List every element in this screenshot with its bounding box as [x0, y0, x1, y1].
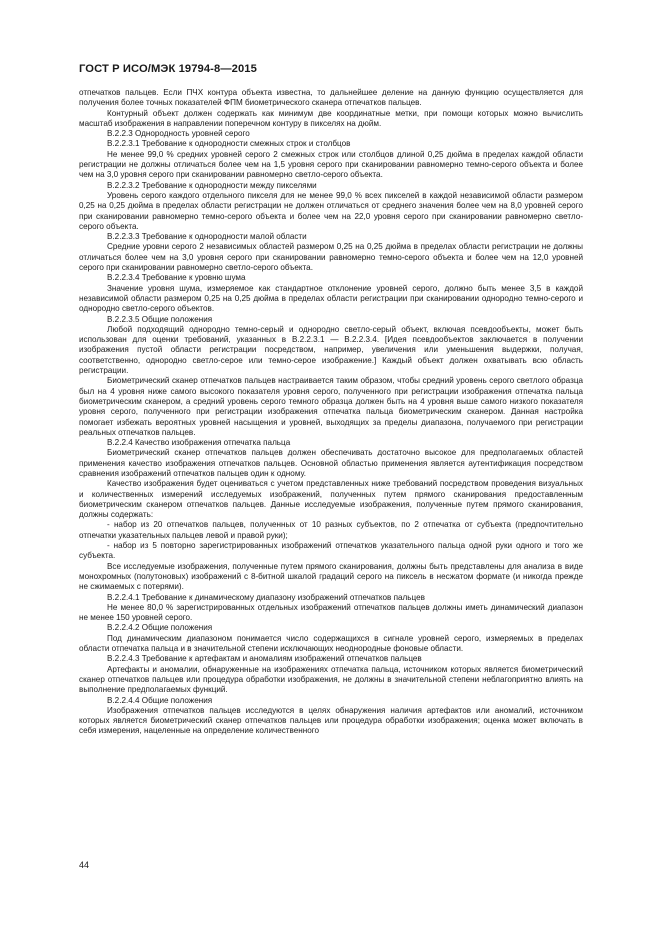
section-title: В.2.2.3.5 Общие положения	[107, 314, 213, 324]
body-paragraph: - набор из 20 отпечатков пальцев, полученных от 10 разных субъектов, по 2 отпечатка от субъекта (предпочтительно отпечатки указательных пальцев левой и правой руки);	[79, 520, 583, 540]
body-paragraph: Артефакты и аномалии, обнаруженные на изображениях отпечатка пальца, источником которых является биометрический сканер отпечатков пальцев или процедура обработки изображения, не должны в значительной степени неблагоприятно влиять на выполнение предполагаемых функций.	[79, 664, 583, 695]
body-paragraph: Любой подходящий однородно темно-серый и однородно светло-серый объект, включая псевдообъекты, может быть использован для оценки требований, указанных в В.2.2.3.1 — В.2.2.3.4. [Идея псевдообъектов заключается в получении изображения пустой области регистрации посредством, например, увеличения или уменьшения выдержки, получая, соответственно, однородно светло-серое или темно-серое изображение.] Каждый объект должен охватывать всю область регистрации.	[79, 324, 583, 376]
body-paragraph: Контурный объект должен содержать как минимум две координатные метки, при помощи которых можно вычислить масштаб изображения в направлении поперечном контуру в пикселях на дюйм.	[79, 108, 583, 128]
section-title: В.2.2.4 Качество изображения отпечатка пальца	[107, 438, 291, 448]
section-title: В.2.2.3.1 Требование к однородности смежных строк и столбцов	[107, 139, 351, 149]
body-paragraph: Не менее 99,0 % средних уровней серого 2 смежных строк или столбцов длиной 0,25 дюйма в пределах каждой области регистрации не должны отличаться более чем на 1,5 уровня серого при сканировании равномерно темно-серого объекта и более чем на 3,0 уровня серого при сканировании равномерно светло-серого объекта.	[79, 149, 583, 180]
section-title: В.2.2.3 Однородность уровней серого	[107, 129, 250, 139]
body-paragraph: Качество изображения будет оцениваться с учетом представленных ниже требований посредством проведения визуальных и количественных измерений исследуемых изображений, полученных путем прямого сканирования предоставленным биометрическим сканером отпечатков пальцев. Данные исследуемые изображения, полученные путем прямого сканирования, должны содержать:	[79, 479, 583, 520]
section-title: В.2.2.4.4 Общие положения	[107, 695, 213, 705]
section-title: В.2.2.3.3 Требование к однородности малой области	[107, 232, 307, 242]
document-header: ГОСТ Р ИСО/МЭК 19794-8—2015	[79, 63, 257, 75]
document-body	[79, 88, 583, 737]
body-paragraph: - набор из 5 повторно зарегистрированных изображений отпечатков указательного пальца одной руки одного и того же субъекта.	[79, 541, 583, 561]
body-paragraph: Под динамическим диапазоном понимается число содержащихся в сигнале уровней серого, измеряемых в пределах области отпечатка пальца и в значительной степени исключающих неоднородные фоновые области.	[79, 633, 583, 654]
section-title: В.2.2.4.1 Требование к динамическому диапазону изображений отпечатков пальцев	[107, 592, 425, 602]
body-paragraph: Уровень серого каждого отдельного пикселя для не менее 99,0 % всех пикселей в каждой независимой области размером 0,25 на 0,25 дюйма в пределах области регистрации не должен отличаться от среднего значения более чем на 8,0 уровней серого при сканировании равномерно темно-серого объекта и более чем на 22,0 уровня серого при сканировании равномерно светло-серого объекта.	[79, 190, 583, 231]
body-paragraph: Биометрический сканер отпечатков пальцев должен обеспечивать достаточно высокое для предполагаемых областей применения качество изображения отпечатков пальцев. Основной областью применения является аутентификация посредством сравнения изображений отпечатков пальцев один к одному.	[79, 448, 583, 478]
section-title: В.2.2.4.3 Требование к артефактам и аномалиям изображений отпечатков пальцев	[107, 654, 422, 664]
body-paragraph: Все исследуемые изображения, полученные путем прямого сканирования, должны быть представлены для анализа в виде монохромных (полутоновых) изображений с 8-битной шкалой градаций серого на пиксель в несжатом формате (и никогда прежде не сжимаемых с потерями).	[79, 561, 583, 592]
body-paragraph: отпечатков пальцев. Если ПЧХ контура объекта известна, то дальнейшее деление на данную функцию осуществляется для получения более точных показателей ФПМ биометрического сканера отпечатков пальцев.	[79, 88, 583, 108]
section-title: В.2.2.4.2 Общие положения	[107, 623, 213, 633]
body-paragraph: Изображения отпечатков пальцев исследуются в целях обнаружения наличия артефактов или аномалий, источником которых является биометрический сканер отпечатков пальцев или процедура обработки изображения; оценка может включать в себя измерения, нацеленные на определение количественного	[79, 705, 583, 736]
body-paragraph: Не менее 80,0 % зарегистрированных отдельных изображений отпечатков пальцев должны иметь динамический диапазон не менее 150 уровней серого.	[79, 602, 583, 623]
body-paragraph: Биометрический сканер отпечатков пальцев настраивается таким образом, чтобы средний уровень серого светлого образца был на 4 уровня ниже самого высокого показателя уровня серого, полученного при регистрации изображения отпечатка пальца биометрическим сканером, а средний уровень серого темного образца должен быть на 4 уровня выше самого низкого показателя уровня серого, полученного при регистрации изображения отпечатка пальца биометрическим сканером. Данная настройка помогает избежать вероятных уровней насыщения и уровней, выходящих за пределы диапазона, получаемого при регистрации реальных отпечатков пальцев.	[79, 376, 583, 437]
page-number: 44	[79, 860, 90, 870]
body-paragraph: Средние уровни серого 2 независимых областей размером 0,25 на 0,25 дюйма в пределах области регистрации не должны отличаться более чем на 3,0 уровня серого при сканировании равномерно темно-серого объекта и более чем на 12,0 уровней серого при сканировании равномерно светло-серого объекта.	[79, 242, 583, 273]
body-paragraph: Значение уровня шума, измеряемое как стандартное отклонение уровней серого, должно быть менее 3,5 в каждой независимой области размером 0,25 на 0,25 дюйма в пределах области регистрации при сканировании однородно темно-серого и однородно светло-серого объектов.	[79, 283, 583, 314]
section-title: В.2.2.3.2 Требование к однородности между пикселями	[107, 180, 317, 190]
section-title: В.2.2.3.4 Требование к уровню шума	[107, 273, 246, 283]
